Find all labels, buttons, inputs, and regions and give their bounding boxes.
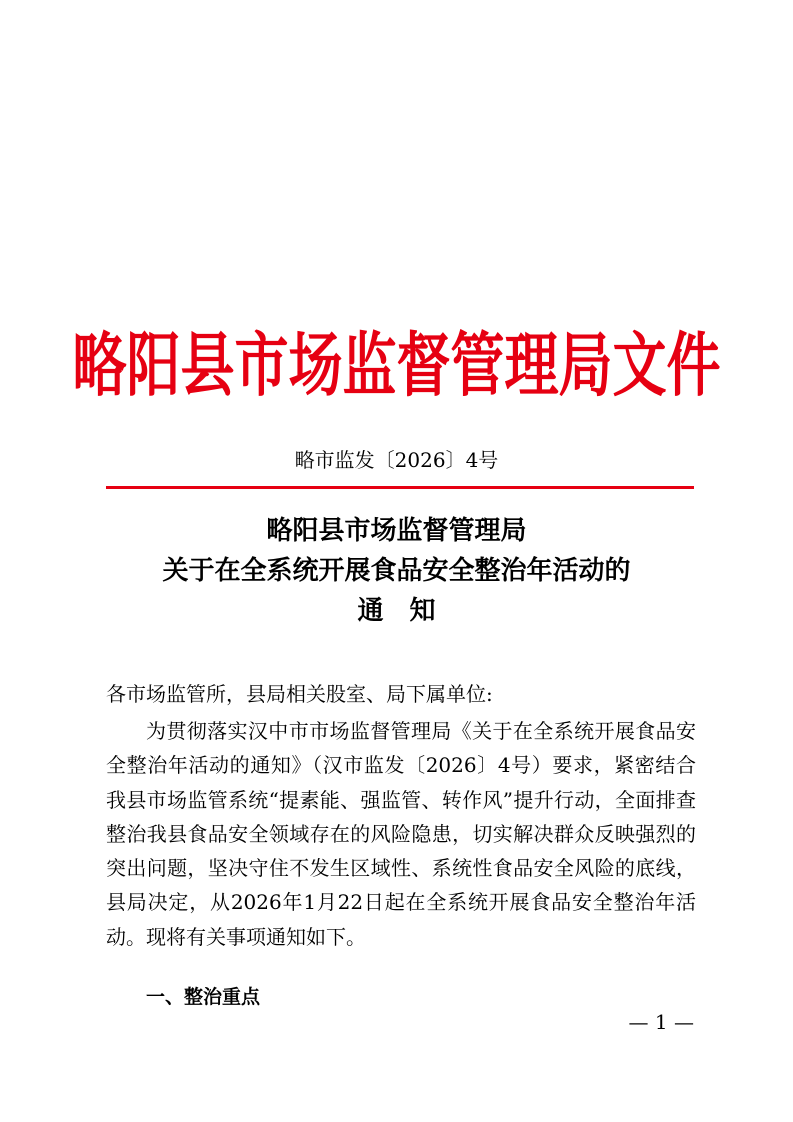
page-number: — 1 — — [628, 1010, 694, 1034]
body-paragraph: 为贯彻落实汉中市市场监督管理局《关于在全系统开展食品安全整治年活动的通知》（汉市监发〔2026〕4号）要求，紧密结合我县市场监管系统“提素能、强监管、转作风”提升行动，全面排查整治我县食品安全领域存在的风险隐患，切实解决群众反映强烈的突出问题，坚决守住不发生区域性、系统性食品安全风险的底线，县局决定，从2026年1月22日起在全系统开展食品安全整治年活动。现将有关事项通知如下。 — [106, 719, 696, 949]
notice-title — [0, 511, 793, 631]
salutation: 各市场监管所，县局相关股室、局下属单位: — [106, 682, 493, 706]
red-separator-line — [106, 486, 694, 489]
notice-title-line-3: 通 知 — [357, 596, 436, 626]
section-heading: 一、整治重点 — [146, 986, 261, 1008]
document-number: 略市监发〔2026〕4号 — [294, 448, 499, 472]
notice-title-line-1: 略阳县市场监督管理局 — [266, 516, 527, 546]
document-header-title: 略阳县市场监督管理局文件 — [72, 324, 721, 406]
notice-title-line-2: 关于在全系统开展食品安全整治年活动的 — [162, 556, 631, 586]
